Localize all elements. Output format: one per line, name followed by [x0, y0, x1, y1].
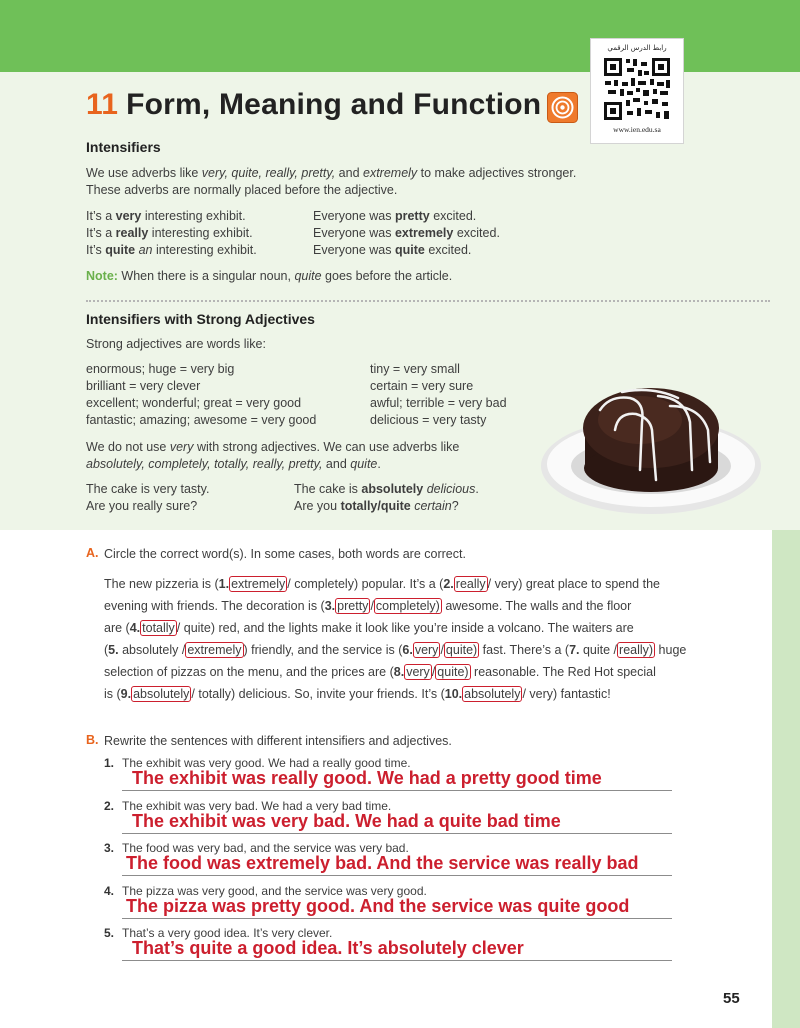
example-left-3: It’s quite an interesting exhibit.	[86, 243, 257, 257]
item-prompt: The exhibit was very bad. We had a very bad time.	[122, 799, 392, 813]
intensifiers-heading: Intensifiers	[86, 139, 161, 155]
circled-answer[interactable]: absolutely	[464, 687, 521, 701]
answer-text: The exhibit was very bad. We had a quite bad time	[132, 811, 561, 831]
side-strip	[772, 530, 800, 1028]
example-right-1: Everyone was pretty excited.	[313, 209, 477, 223]
strong-example-right-1: The cake is absolutely delicious.	[294, 482, 479, 496]
strong-example-right-2: Are you totally/quite certain?	[294, 499, 459, 513]
note: Note: When there is a singular noun, quite goes before the article.	[86, 269, 453, 283]
exercise-a-letter: A.	[86, 546, 99, 560]
example-right-2: Everyone was extremely excited.	[313, 226, 500, 240]
circled-answer[interactable]: really	[455, 577, 486, 591]
strong-rule-1: We do not use very with strong adjectives. We can use adverbs like	[86, 440, 460, 454]
strong-example-left-1: The cake is very tasty.	[86, 482, 210, 496]
exercise-a-line-3: are (4. totally / quite) red, and the lights make it look like you’re inside a volcano. The waiters are	[104, 621, 634, 635]
exercise-b-instruction: Rewrite the sentences with different intensifiers and adjectives.	[104, 734, 452, 748]
item-number: 1.	[104, 756, 115, 770]
item-number: 3.	[104, 841, 115, 855]
strong-adjectives-intro: Strong adjectives are words like:	[86, 337, 266, 351]
strong-adj-left-3: excellent; wonderful; great = very good	[86, 396, 302, 410]
example-right-3: Everyone was quite excited.	[313, 243, 472, 257]
strong-adjectives-heading: Intensifiers with Strong Adjectives	[86, 311, 315, 327]
circled-answer[interactable]: really)	[619, 643, 654, 657]
example-left-2: It’s a really interesting exhibit.	[86, 226, 253, 240]
cake-image	[540, 370, 762, 520]
lesson-number: 11	[86, 88, 119, 121]
answer-text: The exhibit was really good. We had a pretty good time	[132, 768, 602, 788]
strong-adj-left-1: enormous; huge = very big	[86, 362, 235, 376]
answer-line[interactable]	[122, 896, 672, 919]
strong-adj-left-2: brilliant = very clever	[86, 379, 201, 393]
circled-answer[interactable]: completely)	[375, 599, 440, 613]
circled-answer[interactable]: totally	[142, 621, 175, 635]
answer-line[interactable]	[122, 811, 672, 834]
example-left-1: It’s a very interesting exhibit.	[86, 209, 246, 223]
strong-adj-left-4: fantastic; amazing; awesome = very good	[86, 413, 317, 427]
exercise-a-instruction: Circle the correct word(s). In some cases, both words are correct.	[104, 547, 466, 561]
section-divider	[86, 300, 770, 302]
qr-code-icon	[602, 56, 672, 122]
item-prompt: The pizza was very good, and the service was very good.	[122, 884, 427, 898]
qr-caption: رابط الدرس الرقمي	[607, 44, 667, 52]
page-title	[86, 88, 541, 122]
answer-line[interactable]	[122, 853, 672, 876]
item-prompt: The food was very bad, and the service was very bad.	[122, 841, 409, 855]
exercise-a-line-2: evening with friends. The decoration is (3. pretty / completely) awesome. The walls and the floor	[104, 599, 632, 613]
circled-answer[interactable]: extremely	[187, 643, 242, 657]
lesson-title: Form, Meaning and Function	[126, 88, 542, 121]
item-number: 2.	[104, 799, 115, 813]
circled-answer[interactable]: absolutely	[133, 687, 190, 701]
answer-text: The food was extremely bad. And the service was really bad	[126, 853, 639, 873]
exercise-a-line-5: selection of pizzas on the menu, and the prices are (8. very / quite) reasonable. The Red Hot special	[104, 665, 656, 679]
circled-answer[interactable]: very	[406, 665, 430, 679]
item-number: 5.	[104, 926, 115, 940]
strong-rule-2: absolutely, completely, totally, really, pretty, and quite.	[86, 457, 381, 471]
qr-url: www.ien.edu.sa	[613, 125, 661, 134]
audio-icon[interactable]	[547, 92, 578, 123]
intensifiers-intro-1: We use adverbs like very, quite, really, pretty, and extremely to make adjectives stronger.	[86, 166, 577, 180]
circled-answer[interactable]: extremely	[231, 577, 286, 591]
circled-answer[interactable]: quite)	[437, 665, 469, 679]
answer-text: That’s quite a good idea. It’s absolutely clever	[132, 938, 524, 958]
answer-text: The pizza was pretty good. And the service was quite good	[126, 896, 630, 916]
exercise-a-line-4: (5. absolutely / extremely ) friendly, and the service is (6. very / quite) fast. There’s a (7. quite / really) huge	[104, 643, 687, 657]
answer-line[interactable]	[122, 768, 672, 791]
answer-line[interactable]	[122, 938, 672, 961]
strong-adj-right-2: certain = very sure	[370, 379, 474, 393]
exercise-a-line-6: is (9. absolutely / totally) delicious. So, invite your friends. It’s (10. absolutely / very) fantastic!	[104, 687, 611, 701]
item-prompt: The exhibit was very good. We had a really good time.	[122, 756, 411, 770]
qr-code-block[interactable]	[590, 38, 684, 144]
item-prompt: That’s a very good idea. It’s very clever.	[122, 926, 333, 940]
strong-example-left-2: Are you really sure?	[86, 499, 198, 513]
strong-adj-right-1: tiny = very small	[370, 362, 460, 376]
item-number: 4.	[104, 884, 115, 898]
page-number: 55	[723, 990, 740, 1007]
exercise-b-letter: B.	[86, 733, 99, 747]
circled-answer[interactable]: quite)	[445, 643, 478, 657]
strong-adj-right-4: delicious = very tasty	[370, 413, 487, 427]
circled-answer[interactable]: pretty	[337, 599, 369, 613]
circled-answer[interactable]: very	[414, 643, 439, 657]
exercise-a-line-1: The new pizzeria is (1. extremely / completely) popular. It’s a (2. really / very) great place to spend the	[104, 577, 660, 591]
strong-adj-right-3: awful; terrible = very bad	[370, 396, 507, 410]
intensifiers-intro-2: These adverbs are normally placed before the adjective.	[86, 183, 398, 197]
